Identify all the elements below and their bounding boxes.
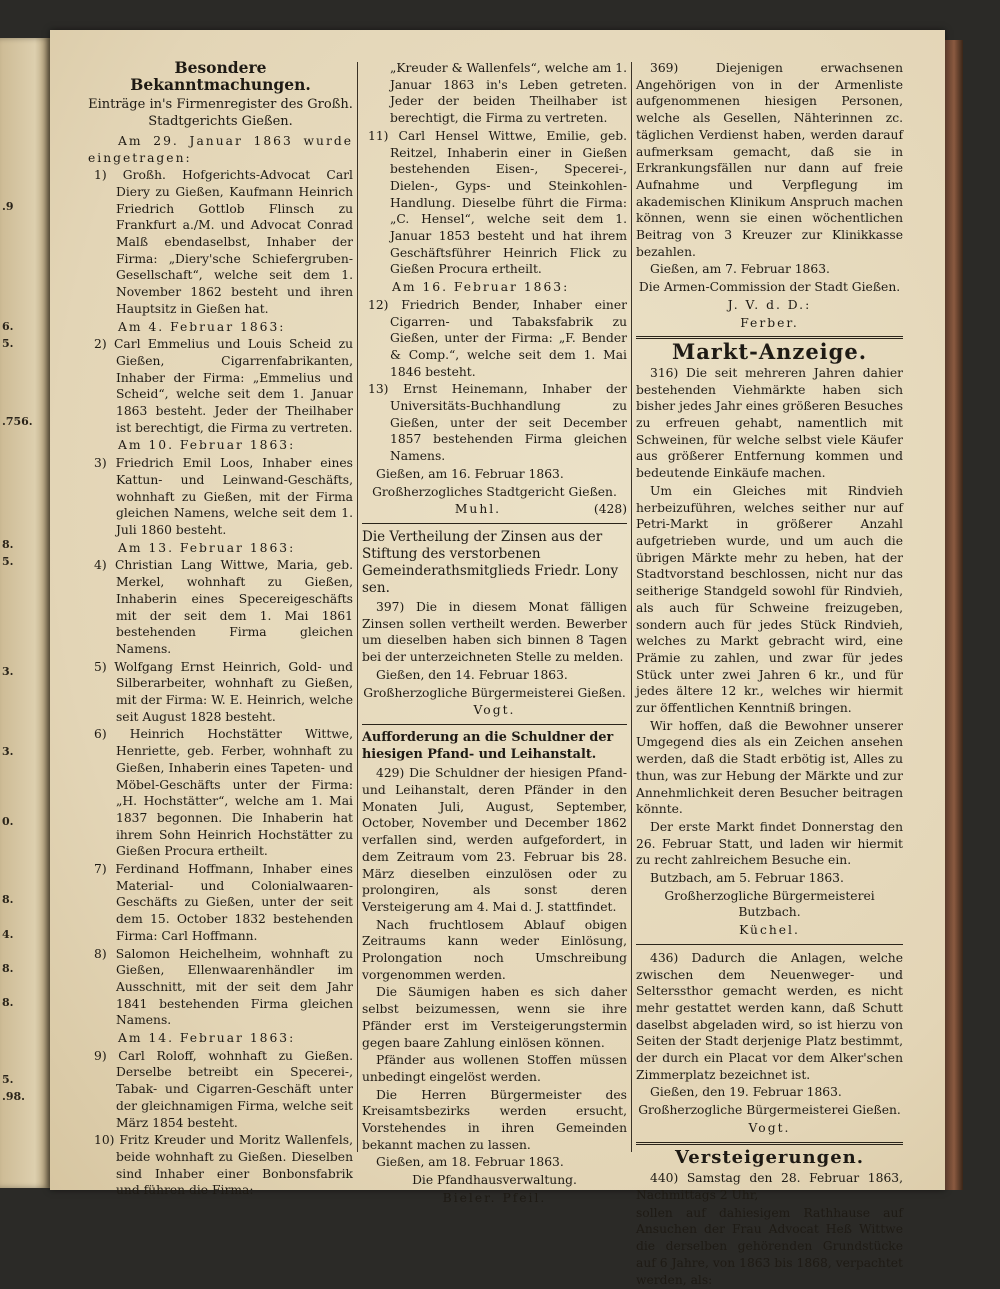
signer: Küchel. [739, 923, 800, 938]
edge-fragment: 8. [2, 538, 14, 551]
edge-fragment: 3. [2, 665, 14, 678]
column-3 [636, 60, 903, 1289]
edge-fragment: 4. [2, 928, 14, 941]
place-date: Gießen, den 14. Februar 1863. [376, 667, 568, 682]
place-date: Gießen, den 19. Februar 1863. [650, 1085, 842, 1100]
notice-body: 369) Diejenigen erwachsenen Angehörigen von in der Armenliste aufgenommenen hiesigen Personen, welche als Gesellen, Nähterinnen zc. täglichen Verdienst haben, werden darauf aufmerksam gemacht, daß sie in Erkrankungsfällen nur dann auf freie Aufnahme und Verpflegung im akademischen Klinikum Anspruch machen können, wenn sie einen wöchentlichen Beitrag von 3 Kreuzer zur Klinikkasse bezahlen. [636, 61, 903, 259]
edge-fragment: .9 [2, 200, 14, 213]
notice-body: 440) Samstag den 28. Februar 1863, Nachmittags 2 Uhr, [636, 1171, 903, 1202]
edge-fragment: 3. [2, 745, 14, 758]
column-divider [631, 62, 632, 1152]
notice-title: Die Vertheilung der Zinsen aus der Stiftung des verstorbenen Gemeinderathsmitglieds Friedr. Lony sen. [362, 528, 619, 596]
notice-body: Um ein Gleiches mit Rindvieh herbeizuführen, welches seither nur auf Petri-Markt in größerer Anzahl aufgetrieben wurde, und um auch die übrigen Märkte mehr zu heben, hat der Stadtvorstand beschlossen, nicht nur das seitherige Standgeld sowohl für Rindvieh, als auch für Schweine freizugeben, sondern auch für jedes Stück Rindvieh, welches zu Markt gebracht wird, eine Prämie zu zahlen, und zwar für jedes Stück unter zwei Jahren 6 kr., und für jedes ältere 12 kr., welches wir hiermit zur öffentlichen Kenntniß bringen. [636, 483, 903, 716]
register-entry: 13) Ernst Heinemann, Inhaber der Universitäts-Buchhandlung zu Gießen, unter der seit December 1857 bestehenden Firma gleichen Namens. [368, 382, 627, 464]
register-entry: 7) Ferdinand Hoffmann, Inhaber eines Material- und Colonialwaaren-Geschäfts zu Gießen, unter der seit dem 15. October 1832 bestehenden Firma: Carl Hoffmann. [94, 862, 353, 943]
place-date: Butzbach, am 5. Februar 1863. [650, 871, 844, 886]
column-divider [357, 62, 358, 1152]
place-date: Gießen, am 16. Februar 1863. [376, 466, 564, 481]
notice-body: sollen auf dahiesigem Rathhause auf Ansuchen der Frau Advocat Heß Wittwe die derselben gehörenden Grundstücke auf 6 Jahre, von 1863 bis 1868, verpachtet werden, als: [636, 1205, 903, 1287]
edge-fragment: 8. [2, 893, 14, 906]
intro-line: Am 29. Januar 1863 wurde eingetragen: [88, 133, 353, 165]
issuing-authority: Großherzogliche Bürgermeisterei Butzbach. [664, 888, 875, 920]
section-title: Besondere Bekanntmachungen. [130, 58, 311, 94]
register-entry: 2) Carl Emmelius und Louis Scheid zu Gießen, Cigarrenfabrikanten, Inhaber der Firma: „Emmelius und Scheid“, welche seit dem 1. Januar 1863 besteht. Jeder der Theilhaber ist berechtigt, die Firma zu vertreten. [94, 337, 353, 435]
notice-body: 429) Die Schuldner der hiesigen Pfand- und Leihanstalt, deren Pfänder in den Monaten Juli, August, September, October, November und December 1862 verfallen sind, werden aufgefordert, in dem Zeitraum vom 23. Februar bis 28. März dieselben einzulösen oder zu prolongiren, als sonst deren Versteigerung am 4. Mai d. J. stattfindet. [362, 766, 627, 914]
edge-fragment: .756. [2, 415, 33, 428]
notice-body: Die Säumigen haben es sich daher selbst beizumessen, wenn sie ihre Pfänder erst im Versteigerungstermin gegen baare Zahlung einlösen können. [362, 985, 627, 1050]
separator [362, 724, 627, 725]
section-title: Markt-Anzeige. [671, 339, 868, 365]
entry-continuation: „Kreuder & Wallenfels“, welche am 1. Januar 1863 in's Leben getreten. Jeder der beiden Theilhaber ist berechtigt, die Firma zu vertreten. [390, 61, 627, 126]
edge-fragment: 5. [2, 337, 14, 350]
issuing-authority: Großherzogliche Bürgermeisterei Gießen. [638, 1103, 901, 1118]
notice-body: Der erste Markt findet Donnerstag den 26. Februar Statt, und laden wir hiermit zu recht zahlreichem Besuche ein. [636, 819, 903, 868]
notice-body: Pfänder aus wollenen Stoffen müssen unbedingt eingelöst werden. [362, 1053, 627, 1084]
edge-fragment: 8. [2, 996, 14, 1009]
notice-body: 397) Die in diesem Monat fälligen Zinsen sollen vertheilt werden. Bewerber um dieselben haben sich binnen 8 Tagen bei der unterzeichneten Stelle zu melden. [362, 599, 627, 665]
register-entry: 3) Friedrich Emil Loos, Inhaber eines Kattun- und Leinwand-Geschäfts, wohnhaft zu Gießen, mit der Firma gleichen Namens, welche seit dem 1. Juli 1860 besteht. [94, 456, 353, 537]
issuing-authority: Die Armen-Commission der Stadt Gießen. [638, 280, 901, 295]
signature-row [362, 501, 627, 518]
entry-date: Am 10. Februar 1863: [118, 438, 296, 453]
signer: Bieler. Pfeil. [442, 1190, 547, 1205]
signer: Ferber. [740, 315, 799, 330]
issuing-authority: Großherzogliches Stadtgericht Gießen. [372, 484, 617, 499]
notice-body: Nach fruchtlosem Ablauf obigen Zeitraums kann weder Einlösung, Prolongation noch Umschreibung vorgenommen werden. [362, 917, 627, 982]
register-entry: 12) Friedrich Bender, Inhaber einer Cigarren- und Tabaksfabrik zu Gießen, unter der Firma: „F. Bender & Comp.“, welche seit dem 1. Mai 1846 besteht. [368, 297, 627, 379]
register-entry: 1) Großh. Hofgerichts-Advocat Carl Diery zu Gießen, Kaufmann Heinrich Friedrich Gottlob Flinsch zu Frankfurt a./M. und Advocat Conrad Malß ebendaselbst, Inhaber der Firma: „Diery'sche Schiefergruben-Gesellschaft“, welche seit dem 1. November 1862 besteht und ihren Hauptsitz in Gießen hat. [94, 168, 353, 316]
column-1 [88, 60, 353, 1200]
edge-fragment: .98. [2, 1090, 25, 1103]
entry-date: Am 13. Februar 1863: [118, 540, 296, 555]
signer: Vogt. [473, 703, 516, 718]
entry-date: Am 16. Februar 1863: [392, 280, 570, 295]
notice-number: (428) [593, 502, 627, 517]
section-title: Versteigerungen. [674, 1146, 865, 1168]
section-subtitle: Einträge in's Firmenregister des Großh. Stadtgerichts Gießen. [88, 97, 353, 130]
place-date: Gießen, am 7. Februar 1863. [650, 262, 830, 277]
register-entry: 6) Heinrich Hochstätter Wittwe, Henriette, geb. Ferber, wohnhaft zu Gießen, Inhaberin eines Tapeten- und Möbel-Geschäfts unter der Firma: „H. Hochstätter“, welche am 1. Mai 1837 begonnen. Die Inhaberin hat ihrem Sohn Heinrich Hochstätter zu Gießen Procura ertheilt. [94, 727, 353, 859]
separator [362, 523, 627, 524]
notice-title: Aufforderung an die Schuldner der hiesigen Pfand- und Leihanstalt. [362, 729, 614, 762]
column-2 [362, 60, 627, 1208]
edge-fragment: 5. [2, 555, 14, 568]
issuing-authority: Großherzogliche Bürgermeisterei Gießen. [363, 685, 626, 700]
register-entry: 10) Fritz Kreuder und Moritz Wallenfels, beide wohnhaft zu Gießen. Dieselben sind Inhaber einer Bonbonsfabrik und führen die Firma: [94, 1133, 353, 1198]
notice-body: 316) Die seit mehreren Jahren dahier bestehenden Viehmärkte haben sich bisher jedes Jahr eines größeren Besuches zu erfreuen gehabt, namentlich mit Schweinen, für welche selbst viele Käufer aus größerer Entfernung kommen und bedeutende Einkäufe machen. [636, 365, 903, 481]
register-entry: 4) Christian Lang Wittwe, Maria, geb. Merkel, wohnhaft zu Gießen, Inhaberin eines Specereigeschäfts mit der seit dem 1. Mai 1861 bestehenden Firma gleichen Namens. [94, 558, 353, 656]
edge-fragment: 6. [2, 320, 14, 333]
entry-date: Am 4. Februar 1863: [118, 319, 286, 334]
separator [636, 944, 903, 945]
edge-fragment: 5. [2, 1073, 14, 1086]
signer: Vogt. [748, 1120, 791, 1135]
book-spine [945, 40, 963, 1190]
signer: Muhl. [454, 502, 502, 517]
signer-note: J. V. d. D.: [727, 297, 812, 312]
issuing-authority: Die Pfandhausverwaltung. [412, 1173, 577, 1188]
notice-body: 436) Dadurch die Anlagen, welche zwischen dem Neuenweger- und Selterssthor gemacht werden, es nicht mehr gestattet werden kann, daß Schutt daselbst abgeladen wird, so ist hierzu von Seiten der Stadt derjenige Platz bestimmt, der durch ein Placat vor dem Alker'schen Zimmerplatz bezeichnet ist. [636, 950, 903, 1082]
separator [636, 1142, 903, 1145]
entry-date: Am 14. Februar 1863: [118, 1031, 296, 1046]
edge-fragment: 0. [2, 815, 14, 828]
place-date: Gießen, am 18. Februar 1863. [376, 1155, 564, 1170]
register-entry: 9) Carl Roloff, wohnhaft zu Gießen. Derselbe betreibt ein Specerei-, Tabak- und Cigarren-Geschäft unter der gleichnamigen Firma, welche seit März 1854 besteht. [94, 1048, 353, 1130]
register-entry: 5) Wolfgang Ernst Heinrich, Gold- und Silberarbeiter, wohnhaft zu Gießen, mit der Firma: W. E. Heinrich, welche seit August 1828 besteht. [94, 659, 353, 724]
notice-body: Die Herren Bürgermeister des Kreisamtsbezirks werden ersucht, Vorstehendes in ihren Gemeinden bekannt machen zu lassen. [362, 1087, 627, 1152]
register-entry: 11) Carl Hensel Wittwe, Emilie, geb. Reitzel, Inhaberin einer in Gießen bestehenden Eisen-, Specerei-, Dielen-, Gyps- und Steinkohlen-Handlung. Dieselbe führt die Firma: „C. Hensel“, welche seit dem 1. Januar 1853 besteht und hat ihrem Geschäftsführer Heinrich Flick zu Gießen Procura ertheilt. [368, 128, 627, 277]
notice-body: Wir hoffen, daß die Bewohner unserer Umgegend dies als ein Zeichen ansehen werden, daß die Stadt erbötig ist, Alles zu thun, was zur Hebung der Märkte und zur Annehmlichkeit deren Besucher beitragen könnte. [636, 718, 903, 817]
edge-fragment: 8. [2, 962, 14, 975]
register-entry: 8) Salomon Heichelheim, wohnhaft zu Gießen, Ellenwaarenhändler im Ausschnitt, mit der seit dem Jahr 1841 bestehenden Firma gleichen Namens. [94, 946, 353, 1028]
